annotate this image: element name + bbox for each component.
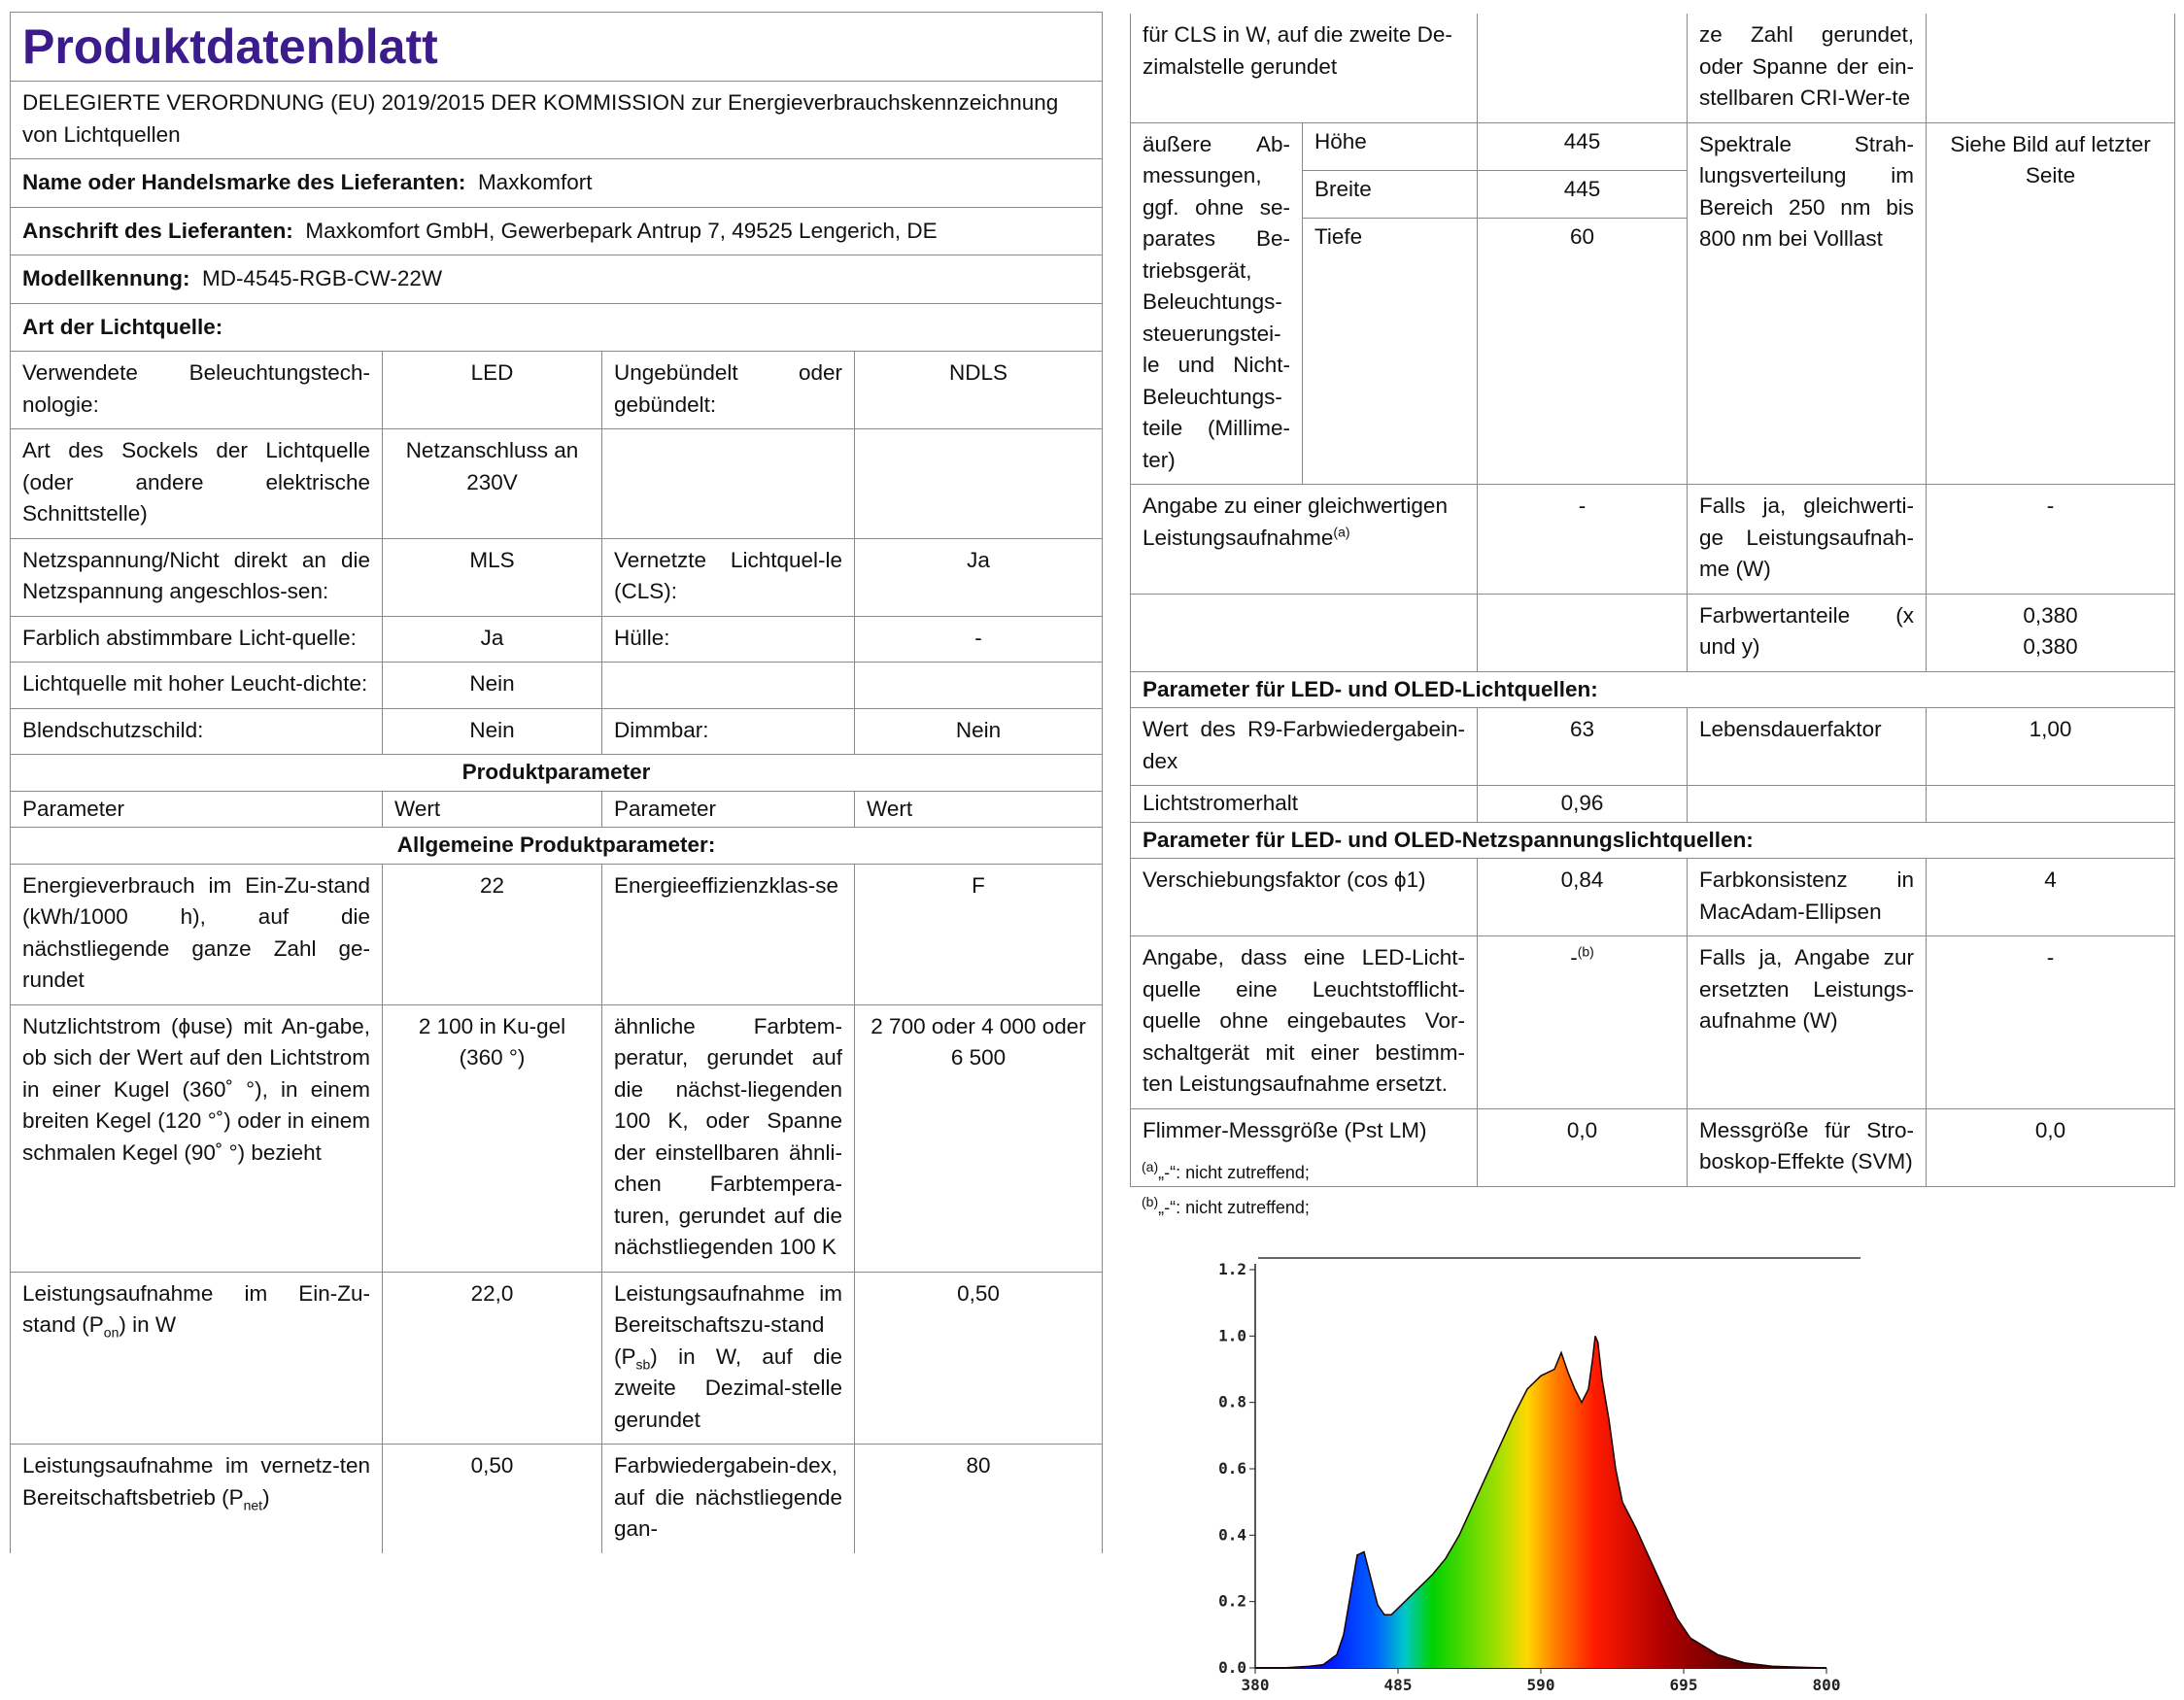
- header-parameter: Parameter: [11, 791, 383, 828]
- param-label: Farbkonsistenz in MacAdam-Ellipsen: [1688, 859, 1927, 936]
- type-label: Ungebündelt oder gebündelt:: [602, 352, 855, 429]
- footnote-a: $^{(a)}$„-“: nicht zutreffend;: [1142, 1159, 1310, 1182]
- header-value: Wert: [383, 791, 602, 828]
- param-value: 4: [1927, 859, 2175, 936]
- type-value: Nein: [855, 708, 1103, 755]
- type-label: Verwendete Beleuchtungstech-nologie:: [11, 352, 383, 429]
- type-value: LED: [383, 352, 602, 429]
- param-row: [1131, 594, 2175, 671]
- x-tick-label: 485: [1383, 1676, 1413, 1694]
- param-row: [1131, 859, 2175, 936]
- dims-row: [1131, 122, 2175, 170]
- type-label: [602, 429, 855, 539]
- param-label: Lichtstromerhalt: [1131, 786, 1478, 823]
- type-row: [11, 663, 1103, 709]
- spectrum-chart: [1200, 1248, 1860, 1695]
- type-label: Art des Sockels der Lichtquelle (oder andere elektrische Schnittstelle): [11, 429, 383, 539]
- model-id: MD-4545-RGB-CW-22W: [202, 266, 443, 290]
- dim-value: 445: [1478, 170, 1688, 218]
- type-heading: Art der Lichtquelle:: [11, 303, 1103, 352]
- param-label: Leistungsaufnahme im Bereitschaftszu-stand $(P_{sb})$ in W, auf die zweite Dezimal-stelle gerundet: [602, 1272, 855, 1445]
- chroma-y: 0,380: [2023, 634, 2078, 659]
- type-label: Dimmbar:: [602, 708, 855, 755]
- param-value: 0,0: [1927, 1108, 2175, 1186]
- type-value: Nein: [383, 663, 602, 709]
- type-value: MLS: [383, 538, 602, 616]
- param-label: für CLS in W, auf die zweite De-zimalstelle gerundet: [1131, 14, 1478, 122]
- right-column: [1130, 14, 2174, 1187]
- type-row: [11, 708, 1103, 755]
- param-label: Falls ja, gleichwerti-ge Leistungsaufnah-me (W): [1688, 485, 1927, 595]
- x-tick-label: 590: [1526, 1676, 1555, 1694]
- x-tick-label: 695: [1669, 1676, 1698, 1694]
- param-value: 1,00: [1927, 708, 2175, 786]
- param-value: [1927, 594, 2175, 671]
- supplier-name: Maxkomfort: [477, 170, 593, 194]
- supplier-name-label: Name oder Handelsmarke des Lieferanten:: [22, 170, 466, 194]
- dim-label: Tiefe: [1303, 219, 1478, 485]
- param-label: Energieverbrauch im Ein-Zu-stand (kWh/1000 h), auf die nächstliegende ganze Zahl ge-rundet: [11, 864, 383, 1004]
- y-tick-label: 1.0: [1218, 1326, 1246, 1345]
- type-value: Ja: [383, 616, 602, 663]
- param-label: Farbwiedergabein-dex, auf die nächstliegende gan-: [602, 1445, 855, 1553]
- type-row: [11, 352, 1103, 429]
- param-value: 0,84: [1478, 859, 1688, 936]
- general-heading: Allgemeine Produktparameter:: [11, 828, 1103, 865]
- param-row: [11, 864, 1103, 1004]
- param-value: [1478, 14, 1688, 122]
- type-label: [602, 663, 855, 709]
- param-label: Leistungsaufnahme im Ein-Zu-stand $(P_{on})$ in W: [11, 1272, 383, 1445]
- dim-label: Breite: [1303, 170, 1478, 218]
- param-value: [1478, 594, 1688, 671]
- param-value: -: [1927, 485, 2175, 595]
- y-tick-label: 0.2: [1218, 1591, 1246, 1611]
- param-value: -$^{(b)}$: [1478, 936, 1688, 1109]
- type-row: [11, 429, 1103, 539]
- param-value: 80: [855, 1445, 1103, 1553]
- supplier-name-row: [11, 159, 1103, 208]
- param-value: 63: [1478, 708, 1688, 786]
- param-label: Nutzlichtstrom (ϕuse) mit An-gabe, ob sich der Wert auf den Lichtstrom in einer Kugel (360˚ °), in einem breiten Kegel (120 °˚) oder in einem schmalen Kegel (90˚ °) bezieht: [11, 1004, 383, 1272]
- left-column: [10, 12, 1102, 1553]
- param-value: 22,0: [383, 1272, 602, 1445]
- param-value: Siehe Bild auf letzter Seite: [1927, 122, 2175, 485]
- dim-value: 60: [1478, 219, 1688, 485]
- type-row: [11, 616, 1103, 663]
- dim-label: Höhe: [1303, 122, 1478, 170]
- param-row: [1131, 14, 2175, 122]
- type-label: Farblich abstimmbare Licht-quelle:: [11, 616, 383, 663]
- type-label: Vernetzte Lichtquel-le (CLS):: [602, 538, 855, 616]
- supplier-address-row: [11, 207, 1103, 255]
- type-label: Lichtquelle mit hoher Leucht-dichte:: [11, 663, 383, 709]
- param-label: [1688, 786, 1927, 823]
- param-row: [11, 1272, 1103, 1445]
- param-value: 2 700 oder 4 000 oder 6 500: [855, 1004, 1103, 1272]
- x-tick-label: 380: [1241, 1676, 1270, 1694]
- x-tick-label: 800: [1812, 1676, 1841, 1694]
- regulation-text: DELEGIERTE VERORDNUNG (EU) 2019/2015 DER KOMMISSION zur Energieverbrauchskennzeichnung von Lichtquellen: [11, 82, 1103, 159]
- param-label: Energieeffizienzklas-se: [602, 864, 855, 1004]
- param-value: -: [1478, 485, 1688, 595]
- type-label: Hülle:: [602, 616, 855, 663]
- param-value: [1927, 14, 2175, 122]
- type-value: [855, 429, 1103, 539]
- model-row: [11, 255, 1103, 304]
- datasheet-table-left: [10, 12, 1103, 1553]
- y-tick-label: 0.6: [1218, 1459, 1246, 1478]
- type-label: Blendschutzschild:: [11, 708, 383, 755]
- supplier-address: Maxkomfort GmbH, Gewerbepark Antrup 7, 49525 Lengerich, DE: [305, 218, 938, 243]
- type-value: -: [855, 616, 1103, 663]
- type-value: [855, 663, 1103, 709]
- param-row: [11, 1445, 1103, 1553]
- param-value: 0,96: [1478, 786, 1688, 823]
- param-value: -: [1927, 936, 2175, 1109]
- param-label: Leistungsaufnahme im vernetz-ten Bereitschaftsbetrieb $(P_{net})$: [11, 1445, 383, 1553]
- param-label: [1131, 594, 1478, 671]
- param-label: ze Zahl gerundet, oder Spanne der ein-stellbaren CRI-Wer-te: [1688, 14, 1927, 122]
- led-heading: Parameter für LED- und OLED-Lichtquellen:: [1131, 671, 2175, 708]
- footnote-b: $^{(b)}$„-“: nicht zutreffend;: [1142, 1194, 1310, 1217]
- type-value: NDLS: [855, 352, 1103, 429]
- param-label: Lebensdauerfaktor: [1688, 708, 1927, 786]
- spectrum-area: [1255, 1336, 1826, 1668]
- type-row: [11, 538, 1103, 616]
- type-value: Nein: [383, 708, 602, 755]
- y-tick-label: 0.4: [1218, 1525, 1246, 1545]
- type-value: Netzanschluss an 230V: [383, 429, 602, 539]
- param-value: 0,0: [1478, 1108, 1688, 1186]
- dims-label: äußere Ab-messungen, ggf. ohne se-parates Be-triebsgerät, Beleuchtungs-steuerungstei-le und Nicht-Beleuchtungs-teile (Millime-ter): [1131, 122, 1303, 485]
- datasheet-table-right: [1130, 14, 2175, 1187]
- param-row: [1131, 485, 2175, 595]
- param-label: ähnliche Farbtem-peratur, gerundet auf die nächst-liegenden 100 K, oder Spanne der einstellbaren ähnli-chen Farbtempera-turen, gerundet auf die nächstliegenden 100 K: [602, 1004, 855, 1272]
- y-tick-label: 1.2: [1218, 1260, 1246, 1278]
- param-label: Verschiebungsfaktor (cos ϕ1): [1131, 859, 1478, 936]
- page-title: Produktdatenblatt: [11, 13, 1103, 82]
- param-label: Spektrale Strah-lungsverteilung im Bereich 250 nm bis 800 nm bei Volllast: [1688, 122, 1927, 485]
- y-tick-label: 0.0: [1218, 1658, 1246, 1677]
- param-label: Flimmer-Messgröße (Pst LM): [1131, 1108, 1478, 1186]
- param-row: [1131, 786, 2175, 823]
- param-label: Falls ja, Angabe zur ersetzten Leistungs-aufnahme (W): [1688, 936, 1927, 1109]
- chroma-x: 0,380: [2023, 602, 2078, 628]
- param-label: Messgröße für Stro-boskop-Effekte (SVM): [1688, 1108, 1927, 1186]
- y-axis: [1218, 1260, 1255, 1677]
- param-value: 0,50: [855, 1272, 1103, 1445]
- dim-value: 445: [1478, 122, 1688, 170]
- param-label: Angabe, dass eine LED-Licht-quelle eine Leuchtstofflicht-quelle ohne eingebautes Vor-schaltgerät mit einer bestimm-ten Leistungsaufnahme ersetzt.: [1131, 936, 1478, 1109]
- param-value: 2 100 in Ku-gel (360 °): [383, 1004, 602, 1272]
- type-value: Ja: [855, 538, 1103, 616]
- header-parameter: Parameter: [602, 791, 855, 828]
- type-label: Netzspannung/Nicht direkt an die Netzspannung angeschlos-sen:: [11, 538, 383, 616]
- param-label: Angabe zu einer gleichwertigen Leistungsaufnahme$^{(a)}$: [1131, 485, 1478, 595]
- mains-heading: Parameter für LED- und OLED-Netzspannungslichtquellen:: [1131, 822, 2175, 859]
- param-row: [11, 1004, 1103, 1272]
- param-row: [1131, 708, 2175, 786]
- y-tick-label: 0.8: [1218, 1392, 1246, 1411]
- param-value: 22: [383, 864, 602, 1004]
- supplier-address-label: Anschrift des Lieferanten:: [22, 218, 293, 243]
- param-value: F: [855, 864, 1103, 1004]
- param-value: 0,50: [383, 1445, 602, 1553]
- params-header-row: [11, 791, 1103, 828]
- header-value: Wert: [855, 791, 1103, 828]
- product-params-heading: Produktparameter: [11, 755, 1103, 792]
- x-axis: [1242, 1668, 1841, 1694]
- param-label: Farbwertanteile (x und y): [1688, 594, 1927, 671]
- model-label: Modellkennung:: [22, 266, 190, 290]
- param-row: [1131, 936, 2175, 1109]
- param-value: [1927, 786, 2175, 823]
- param-label: Wert des R9-Farbwiedergabein-dex: [1131, 708, 1478, 786]
